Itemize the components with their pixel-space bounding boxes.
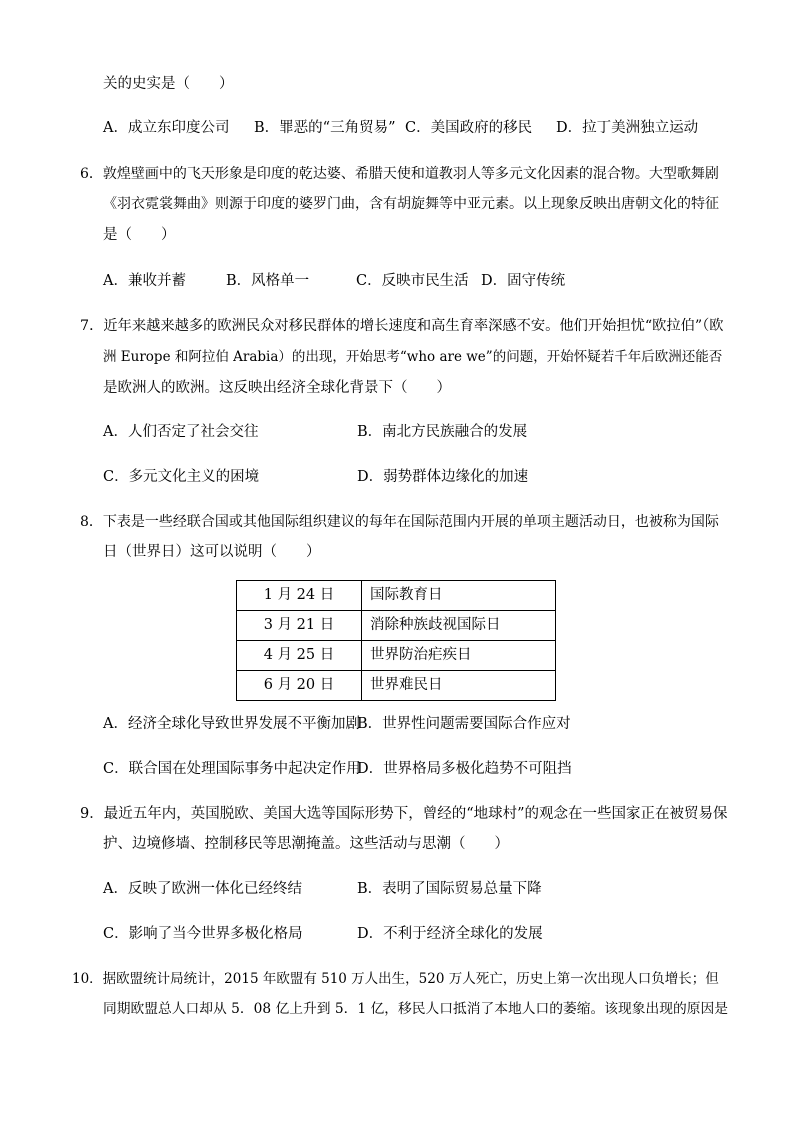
- q10-stem-line-2: 同期欧盟总人口却从 5．08 亿上升到 5．1 亿，移民人口抵消了本地人口的萎缩。该现象出现的原因是: [103, 1001, 728, 1017]
- q9-option-c[interactable]: C．影响了当今世界多极化格局: [103, 926, 303, 942]
- table-row: [237, 671, 556, 701]
- q9-option-b[interactable]: B．表明了国际贸易总量下降: [357, 881, 542, 897]
- q8-option-a[interactable]: A．经济全球化导致世界发展不平衡加剧: [103, 716, 360, 732]
- q5-option-a[interactable]: A．成立东印度公司: [103, 120, 230, 136]
- table-row: [237, 581, 556, 611]
- q8-stem-line-2: 日（世界日）这可以说明（ ）: [103, 544, 321, 560]
- q9-stem-line-2: 护、边境修墙、控制移民等思潮掩盖。这些活动与思潮（ ）: [103, 836, 509, 852]
- q8-option-b[interactable]: B．世界性问题需要国际合作应对: [357, 716, 571, 732]
- q6-stem-line-1: 6．敦煌壁画中的飞天形象是印度的乾达婆、希腊天使和道教羽人等多元文化因素的混合物。大型歌舞剧: [80, 166, 719, 182]
- q5-option-c[interactable]: C．美国政府的移民: [405, 120, 533, 136]
- table-cell-name: 消除种族歧视国际日: [362, 611, 556, 641]
- q6-stem-line-2: 《羽衣霓裳舞曲》则源于印度的婆罗门曲，含有胡旋舞等中亚元素。以上现象反映出唐朝文化的特征: [103, 196, 719, 212]
- q8-option-c[interactable]: C．联合国在处理国际事务中起决定作用: [103, 761, 361, 777]
- q9-option-d[interactable]: D．不利于经济全球化的发展: [357, 926, 543, 942]
- q6-option-a[interactable]: A．兼收并蓄: [103, 273, 186, 289]
- q9-option-a[interactable]: A．反映了欧洲一体化已经终结: [103, 881, 302, 897]
- q7-stem-line-2: 洲 Europe 和阿拉伯 Arabia）的出现，开始思考“who are we”的问题，开始怀疑若千年后欧洲还能否: [103, 349, 723, 365]
- table-row: [237, 611, 556, 641]
- q6-option-c[interactable]: C．反映市民生活: [356, 273, 469, 289]
- table-cell-date: 4 月 25 日: [237, 641, 362, 671]
- q8-option-d[interactable]: D．世界格局多极化趋势不可阻挡: [357, 761, 572, 777]
- table-cell-date: 6 月 20 日: [237, 671, 362, 701]
- q7-option-a[interactable]: A．人们否定了社会交往: [103, 424, 259, 440]
- table-cell-name: 世界防治疟疾日: [362, 641, 556, 671]
- table-row: [237, 641, 556, 671]
- q6-option-d[interactable]: D．固守传统: [481, 273, 566, 289]
- q5-option-d[interactable]: D．拉丁美洲独立运动: [556, 120, 699, 136]
- q7-option-d[interactable]: D．弱势群体边缘化的加速: [357, 469, 529, 485]
- international-days-table: [236, 580, 556, 701]
- q7-option-b[interactable]: B．南北方民族融合的发展: [357, 424, 528, 440]
- table-cell-date: 3 月 21 日: [237, 611, 362, 641]
- table-cell-name: 世界难民日: [362, 671, 556, 701]
- q8-stem-line-1: 8．下表是一些经联合国或其他国际组织建议的每年在国际范围内开展的单项主题活动日，也被称为国际: [80, 514, 719, 530]
- q7-stem-line-3: 是欧洲人的欧洲。这反映出经济全球化背景下（ ）: [103, 380, 451, 396]
- q7-stem-line-1: 7．近年来越来越多的欧洲民众对移民群体的增长速度和高生育率深感不安。他们开始担忧“欧拉伯”（欧: [80, 318, 724, 334]
- q9-stem-line-1: 9．最近五年内，英国脱欧、美国大选等国际形势下，曾经的“地球村”的观念在一些国家正在被贸易保: [80, 806, 728, 822]
- q6-stem-line-3: 是（ ）: [103, 227, 176, 243]
- table-cell-name: 国际教育日: [362, 581, 556, 611]
- q5-option-b[interactable]: B．罪恶的“三角贸易”: [254, 120, 396, 136]
- q6-option-b[interactable]: B．风格单一: [226, 273, 310, 289]
- table-cell-date: 1 月 24 日: [237, 581, 362, 611]
- q5-stem-tail: 关的史实是（ ）: [103, 76, 234, 92]
- q7-option-c[interactable]: C．多元文化主义的困境: [103, 469, 260, 485]
- q10-stem-line-1: 10．据欧盟统计局统计，2015 年欧盟有 510 万人出生，520 万人死亡，历史上第一次出现人口负增长；但: [72, 971, 719, 987]
